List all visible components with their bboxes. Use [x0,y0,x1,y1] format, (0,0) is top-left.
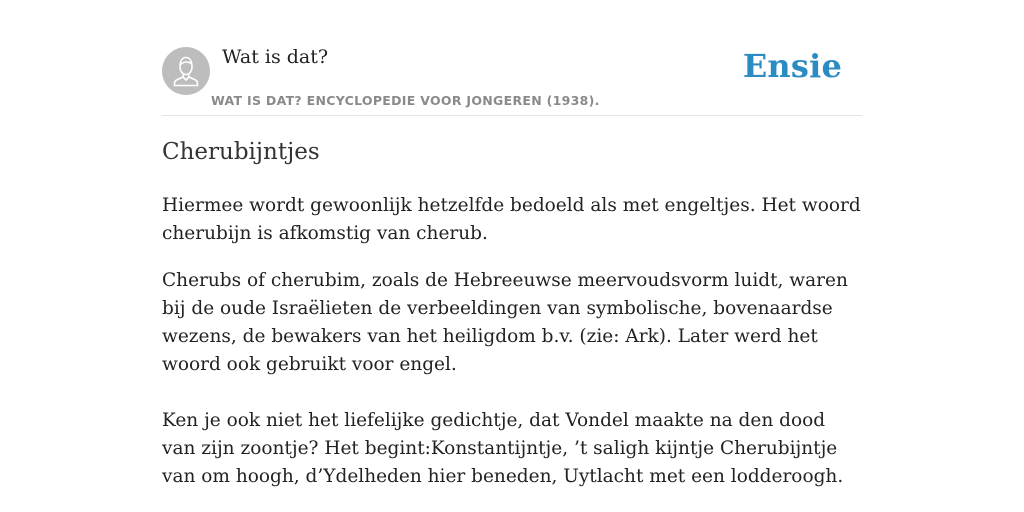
source-avatar[interactable] [162,47,210,95]
source-subtitle: WAT IS DAT? ENCYCLOPEDIE VOOR JONGEREN (1938). [211,93,600,108]
article-paragraph: Hiermee wordt gewoonlijk hetzelfde bedoeld als met engeltjes. Het woord cherubijn is afkomstig van cherub. [162,195,861,244]
source-title[interactable]: Wat is dat? [222,46,329,68]
ensie-logo-link[interactable]: Ensie [742,47,842,85]
article-paragraph: Ken je ook niet het liefelijke gedichtje, dat Vondel maakte na den dood van zijn zoontje? Het begint:Konstantijntje, ’t saligh kijntje Cherubijntje van om hoogh, d’Ydelheden hier beneden, Uytlacht met een lodderoogh. [162,410,844,487]
source-header [162,0,862,116]
article-paragraph: Cherubs of cherubim, zoals de Hebreeuwse meervoudsvorm luidt, waren bij de oude Israëlieten de verbeeldingen van symbolische, bovenaardse wezens, de bewakers van het heiligdom b.v. (zie: Ark). Later werd het woord ook gebruikt voor engel. [162,270,848,375]
page-container [162,0,862,487]
user-icon [162,47,210,95]
article-title: Cherubijntjes [162,139,320,165]
